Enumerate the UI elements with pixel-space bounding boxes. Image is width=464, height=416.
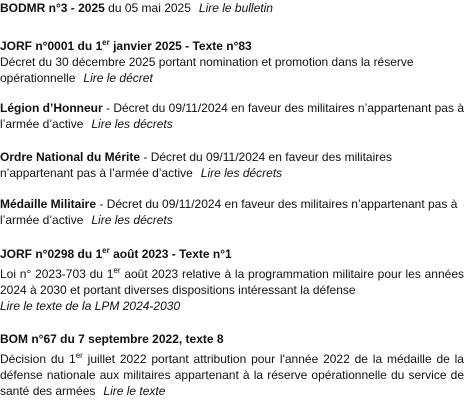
entry-medaille-militaire [0,196,464,228]
read-decree-link[interactable]: Lire le décret [83,71,153,85]
entry-jorf-0298 [0,246,464,314]
entry-text: - Décret du 09/11/2024 en faveur des militaires n’appartenant pas à l’armée d’active [0,197,458,227]
entry-text: Décision du 1er juillet 2022 portant attribution pour l'année 2022 de la médaille de la défense nationale aux militaires appartenant à la réserve opérationnelle du service de santé des armées Lire le texte [0,351,464,398]
entry-title: BOM n°67 du 7 septembre 2022, texte 8 [0,332,224,346]
read-text-link[interactable]: Lire le texte [103,384,166,398]
entry-text: du 05 mai 2025 [104,1,191,15]
entry-title: JORF n°0001 du 1er janvier 2025 - Texte n°83 [0,38,252,53]
read-decrees-link[interactable]: Lire les décrets [91,117,173,131]
entry-legion-honneur [0,100,464,132]
entry-text: Décret du 30 décembre 2025 portant nomination et promotion dans la réserve opérationnelle [0,55,414,85]
entry-title: Ordre National du Mérite [0,150,141,164]
entry-title: Médaille Militaire [0,197,97,211]
entry-text: - Décret du 09/11/2024 en faveur des militaires n’appartenant pas à l’armée d’active [0,101,464,131]
entry-text: Loi n° 2023-703 du 1er août 2023 relative à la programmation militaire pour les années 2024 à 2030 et portant diverses dispositions intéressant la défense [0,266,464,297]
entry-title: Légion d’Honneur [0,101,103,115]
entry-jorf-0001 [0,38,464,86]
read-bulletin-link[interactable]: Lire le bulletin [198,1,273,15]
entry-title: BODMR n°3 - 2025 [0,1,105,15]
entry-ordre-national-merite [0,149,464,181]
entry-bodmr [0,0,464,16]
entry-bom-67 [0,331,464,399]
read-decrees-link[interactable]: Lire les décrets [200,166,283,180]
read-lpm-link[interactable]: Lire le texte de la LPM 2024-2030 [0,299,181,313]
read-decrees-link[interactable]: Lire les décrets [91,213,173,227]
entry-text: - Décret du 09/11/2024 en faveur des militaires n’appartenant pas à l’armée d’active [0,150,392,180]
entry-title: JORF n°0298 du 1er août 2023 - Texte n°1 [0,246,232,261]
